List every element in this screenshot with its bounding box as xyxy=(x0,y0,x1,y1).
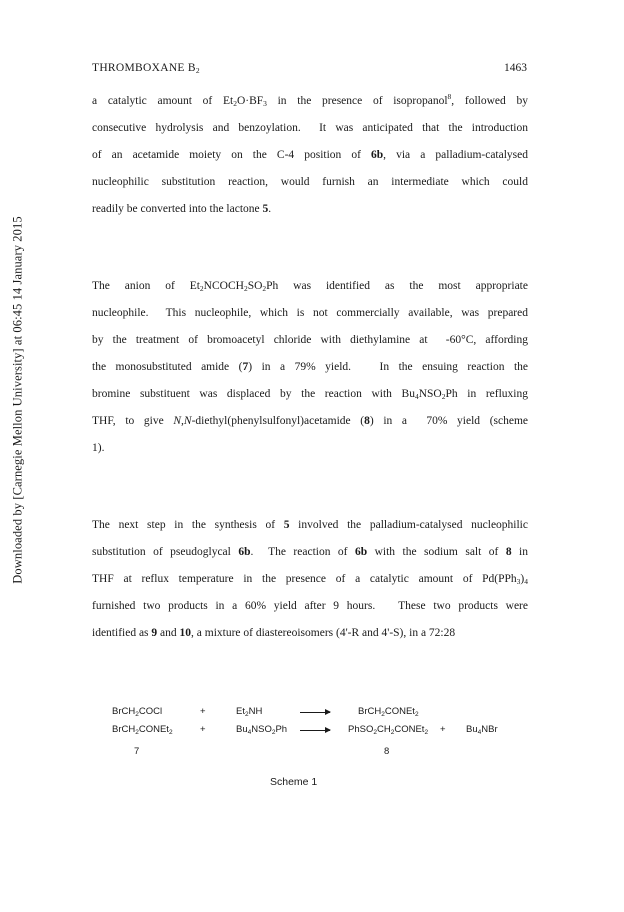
scheme-row2-reactant1 xyxy=(112,724,173,735)
text-run: CONEt xyxy=(384,706,415,717)
text-run: The anion of Et xyxy=(92,280,200,292)
text-line xyxy=(92,539,528,566)
subscript: 2 xyxy=(271,729,276,736)
scheme-row1-plus: + xyxy=(200,706,206,717)
subscript: 2 xyxy=(135,711,139,718)
text-line xyxy=(92,620,528,647)
scheme-row2-product xyxy=(348,724,428,735)
text-run: Ph was identified as the most appropriate xyxy=(266,280,528,292)
superscript: 8 xyxy=(447,92,452,101)
subscript: 2 xyxy=(424,729,429,736)
text-run: 6b xyxy=(371,149,384,161)
subscript: 4 xyxy=(414,392,419,401)
text-run: in xyxy=(511,546,528,558)
text-run: , followed by xyxy=(451,95,528,107)
text-run: NH xyxy=(248,706,263,717)
text-run: COCl xyxy=(138,706,163,717)
text-run: O·BF xyxy=(236,95,264,107)
scheme-row1-arrow xyxy=(300,712,330,713)
text-run: Ph in refluxing xyxy=(445,388,529,400)
text-run: -diethyl(phenylsulfonyl)acetamide ( xyxy=(191,415,365,427)
paragraph-1 xyxy=(92,88,528,223)
text-run: nucleophile. This nucleophile, which is not commercially available, was prepared xyxy=(92,307,528,319)
download-watermark-text: Downloaded by [Carnegie Mellon University] at 06:45 14 January 2015 xyxy=(10,216,25,584)
page-number: 1463 xyxy=(504,62,527,74)
scheme-row1-reactant2 xyxy=(236,706,262,717)
text-run: , a mixture of diastereoisomers (4'-R and 4'-S), in a 72:28 xyxy=(191,627,456,639)
text-line xyxy=(92,115,528,142)
scheme-row2-reactant2 xyxy=(236,724,287,735)
text-run: BrCH xyxy=(358,706,382,717)
text-run: THF at reflux temperature in the presence of a catalytic amount of Pd(PPh xyxy=(92,573,517,585)
text-run: by the treatment of bromoacetyl chloride with diethylamine at -60°C, affording xyxy=(92,334,528,346)
text-run: THF, to give xyxy=(92,415,174,427)
subscript: 3 xyxy=(516,577,521,586)
subscript: 2 xyxy=(243,284,248,293)
text-run: SO xyxy=(247,280,263,292)
subscript: 2 xyxy=(441,392,446,401)
subscript: 3 xyxy=(263,99,267,108)
compound-label-8: 8 xyxy=(384,746,390,757)
text-line xyxy=(92,273,528,300)
text-run: the monosubstituted amide ( xyxy=(92,361,243,373)
scheme-row2-byproduct xyxy=(466,724,498,735)
text-run: 5 xyxy=(283,519,290,531)
text-run: PhSO xyxy=(348,724,374,735)
text-run: CONEt xyxy=(394,724,425,735)
text-run: Et xyxy=(236,706,245,717)
text-run: 1). xyxy=(92,442,105,454)
text-run: identified as xyxy=(92,627,152,639)
text-run: of an acetamide moiety on the C-4 position of xyxy=(92,149,372,161)
text-run: 6b xyxy=(238,546,251,558)
compound-label-7: 7 xyxy=(134,746,140,757)
text-run: BrCH xyxy=(112,724,136,735)
text-run: in the presence of isopropanol xyxy=(266,95,448,107)
text-line xyxy=(92,196,528,223)
text-run: 8 xyxy=(505,546,512,558)
paragraph-3 xyxy=(92,512,528,647)
text-run: . xyxy=(268,203,272,215)
text-run: involved the palladium-catalysed nucleophilic xyxy=(289,519,528,531)
text-run: N,N xyxy=(173,415,192,427)
text-run: NSO xyxy=(418,388,442,400)
text-run: and xyxy=(157,627,180,639)
subscript: 2 xyxy=(199,284,204,293)
subscript: 2 xyxy=(373,729,377,736)
text-line xyxy=(92,381,528,408)
reaction-scheme xyxy=(112,706,532,806)
text-run: with the sodium salt of xyxy=(367,546,506,558)
subscript: 2 xyxy=(381,711,385,718)
text-line xyxy=(92,566,528,593)
subscript: 2 xyxy=(414,711,419,718)
subscript: 2 xyxy=(233,99,237,108)
running-header xyxy=(92,62,527,74)
text-run: 7 xyxy=(242,361,249,373)
text-run: . The reaction of xyxy=(250,546,355,558)
text-run: Bu xyxy=(236,724,248,735)
text-line xyxy=(92,512,528,539)
text-run: a catalytic amount of Et xyxy=(92,95,234,107)
text-run: Bu xyxy=(466,724,478,735)
text-line xyxy=(92,354,528,381)
text-run: ) in a 79% yield. In the ensuing reaction the xyxy=(248,361,528,373)
subscript: 2 xyxy=(390,729,395,736)
text-run: BrCH xyxy=(112,706,136,717)
text-run: NBr xyxy=(481,724,498,735)
scheme-caption: Scheme 1 xyxy=(270,776,318,788)
subscript: 2 xyxy=(244,711,249,718)
text-run: ) xyxy=(520,573,525,585)
scheme-row2-arrow xyxy=(300,730,330,731)
text-run: Ph xyxy=(275,724,288,735)
subscript: 4 xyxy=(247,729,252,736)
text-run: ) in a 70% yield (scheme xyxy=(369,415,529,427)
scheme-row1-reactant1 xyxy=(112,706,162,717)
scheme-row1-product xyxy=(358,706,419,717)
text-line xyxy=(92,300,528,327)
text-run: nucleophilic substitution reaction, would furnish an intermediate which could xyxy=(92,176,528,188)
text-line xyxy=(92,142,528,169)
text-run: NSO xyxy=(251,724,272,735)
text-run: substitution of pseudoglycal xyxy=(92,546,239,558)
subscript: 4 xyxy=(477,729,482,736)
text-run: The next step in the synthesis of xyxy=(92,519,284,531)
text-run: CONEt xyxy=(138,724,169,735)
scheme-row2-plus2: + xyxy=(440,724,446,735)
download-watermark xyxy=(3,120,33,680)
text-run: , via a palladium-catalysed xyxy=(383,149,528,161)
paragraph-2 xyxy=(92,273,528,462)
subscript: 2 xyxy=(168,729,173,736)
text-run: NCOCH xyxy=(203,280,244,292)
text-run: 10 xyxy=(179,627,192,639)
text-run: 8 xyxy=(364,415,370,427)
text-line xyxy=(92,327,528,354)
subscript: 2 xyxy=(262,284,267,293)
text-run: CH xyxy=(376,724,391,735)
text-run: readily be converted into the lactone xyxy=(92,203,263,215)
subscript: 4 xyxy=(524,577,528,586)
text-line xyxy=(92,435,528,462)
text-line xyxy=(92,593,528,620)
text-run: 9 xyxy=(151,627,158,639)
text-run: bromine substituent was displaced by the reaction with Bu xyxy=(92,388,415,400)
text-run: 5 xyxy=(262,203,269,215)
scheme-row2-plus: + xyxy=(200,724,206,735)
text-run: consecutive hydrolysis and benzoylation. It was anticipated that the introduction xyxy=(92,122,528,134)
text-line xyxy=(92,88,528,115)
running-title: THROMBOXANE $B_2$ xyxy=(92,62,200,75)
text-line xyxy=(92,169,528,196)
text-run: furnished two products in a 60% yield after 9 hours. These two products were xyxy=(92,600,528,612)
subscript: 2 xyxy=(135,729,139,736)
text-line xyxy=(92,408,528,435)
text-run: 6b xyxy=(354,546,368,558)
